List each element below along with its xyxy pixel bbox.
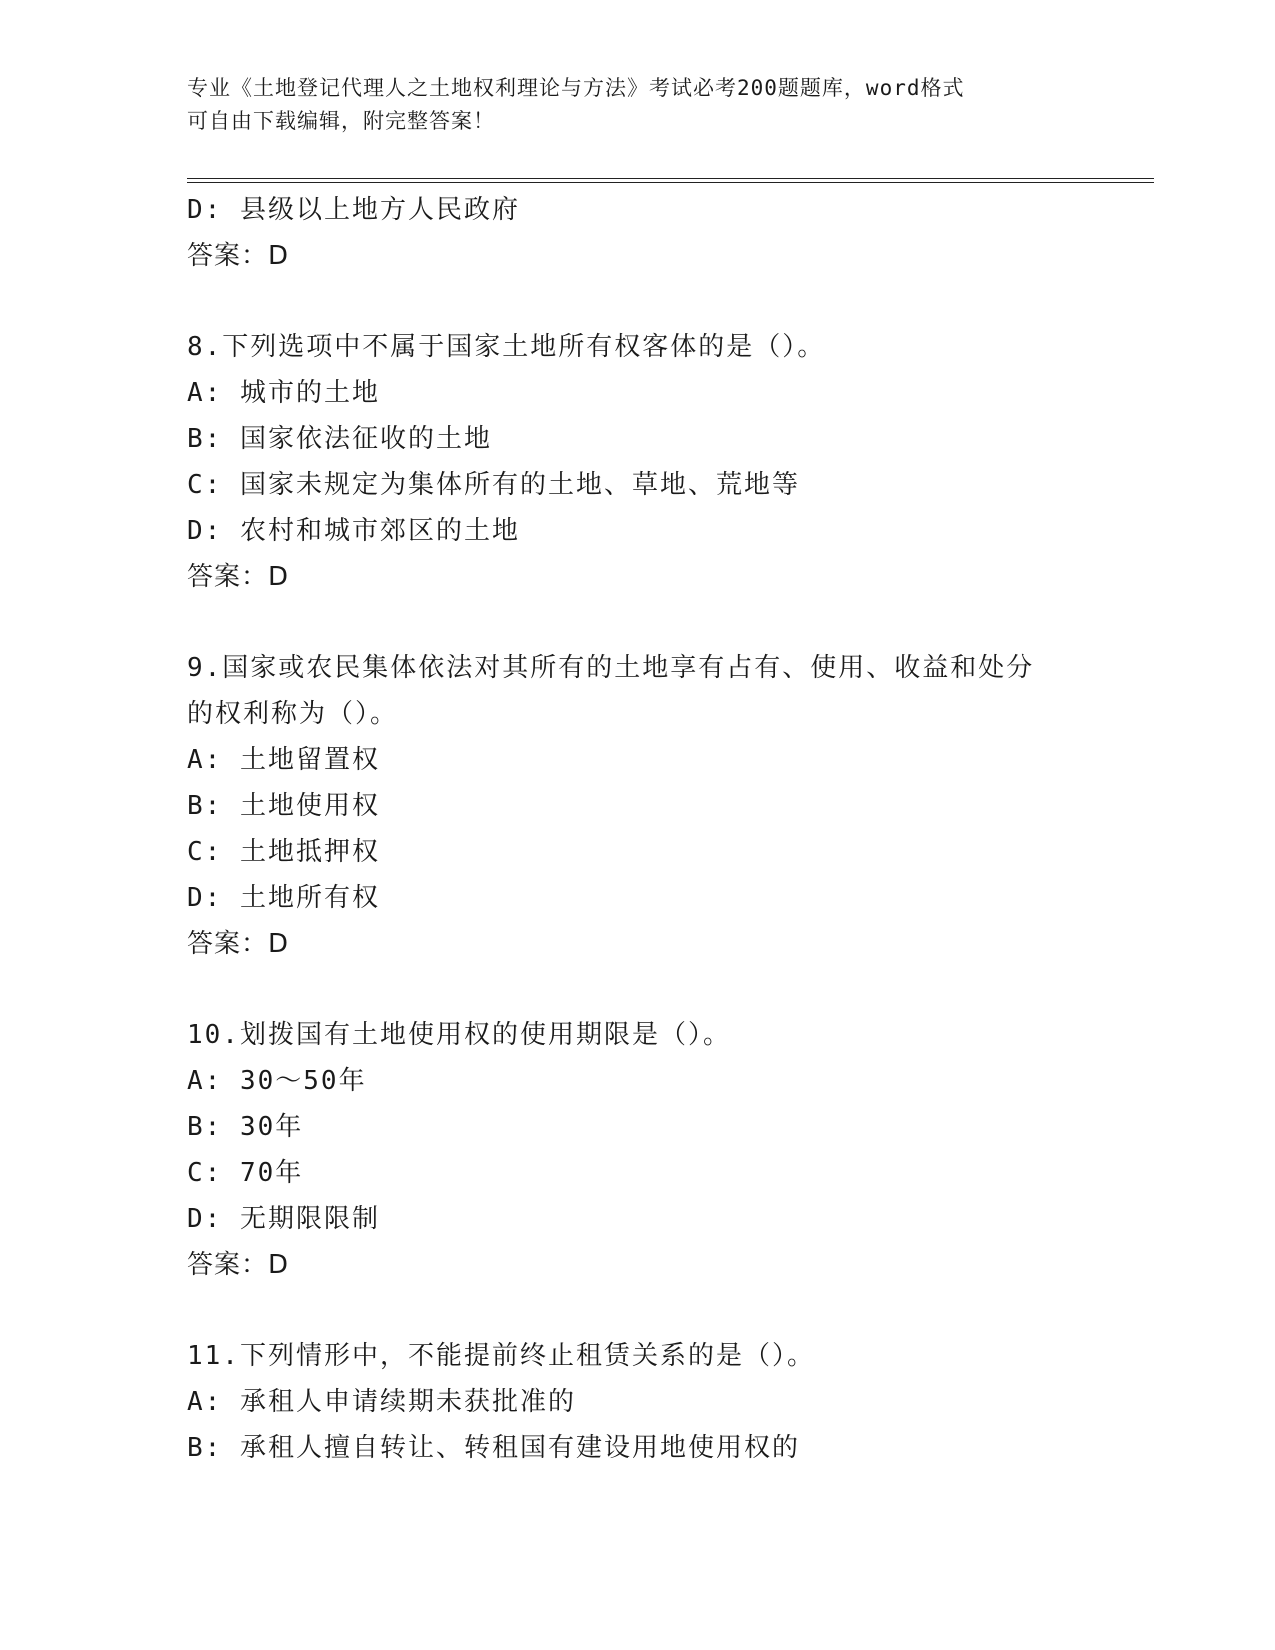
answer-option: C: 国家未规定为集体所有的土地、草地、荒地等 — [187, 470, 800, 500]
answer-option: B: 国家依法征收的土地 — [187, 424, 492, 454]
answer-option: B: 承租人擅自转让、转租国有建设用地使用权的 — [187, 1433, 800, 1463]
answer-option: D: 农村和城市郊区的土地 — [187, 516, 520, 546]
question-spacer — [187, 1288, 1137, 1333]
question-stem: 8.下列选项中不属于国家土地所有权客体的是（）。 — [187, 332, 826, 362]
question-stem: 10.划拨国有土地使用权的使用期限是（）。 — [187, 1020, 731, 1050]
answer-option: D: 无期限限制 — [187, 1204, 380, 1234]
answer-option: C: 土地抵押权 — [187, 837, 380, 867]
answer-option: A: 城市的土地 — [187, 378, 380, 408]
header-title-line-1: 专业《土地登记代理人之土地权利理论与方法》考试必考200题题库，word格式 — [187, 76, 965, 100]
answer-line: 答案：D — [187, 241, 290, 271]
answer-line: 答案：D — [187, 1250, 290, 1280]
question-spacer — [187, 279, 1137, 324]
header-title-line-2: 可自由下载编辑，附完整答案！ — [187, 109, 495, 133]
answer-option: A: 承租人申请续期未获批准的 — [187, 1387, 576, 1417]
answer-option: D: 土地所有权 — [187, 883, 380, 913]
answer-option: C: 70年 — [187, 1158, 304, 1188]
question-stem: 11.下列情形中，不能提前终止租赁关系的是（）。 — [187, 1341, 815, 1371]
answer-option: A: 土地留置权 — [187, 745, 380, 775]
question-stem: 的权利称为（）。 — [187, 699, 399, 729]
answer-option: D: 县级以上地方人民政府 — [187, 195, 520, 225]
question-list — [187, 187, 1137, 1471]
question-spacer — [187, 967, 1137, 1012]
answer-option: B: 30年 — [187, 1112, 304, 1142]
header-divider-top — [187, 178, 1154, 179]
answer-option: A: 30～50年 — [187, 1066, 367, 1096]
answer-option: B: 土地使用权 — [187, 791, 380, 821]
answer-line: 答案：D — [187, 562, 290, 592]
document-header — [187, 72, 1087, 138]
answer-line: 答案：D — [187, 929, 290, 959]
header-divider-bottom — [187, 182, 1154, 183]
question-spacer — [187, 600, 1137, 645]
question-stem: 9.国家或农民集体依法对其所有的土地享有占有、使用、收益和处分 — [187, 653, 1035, 683]
